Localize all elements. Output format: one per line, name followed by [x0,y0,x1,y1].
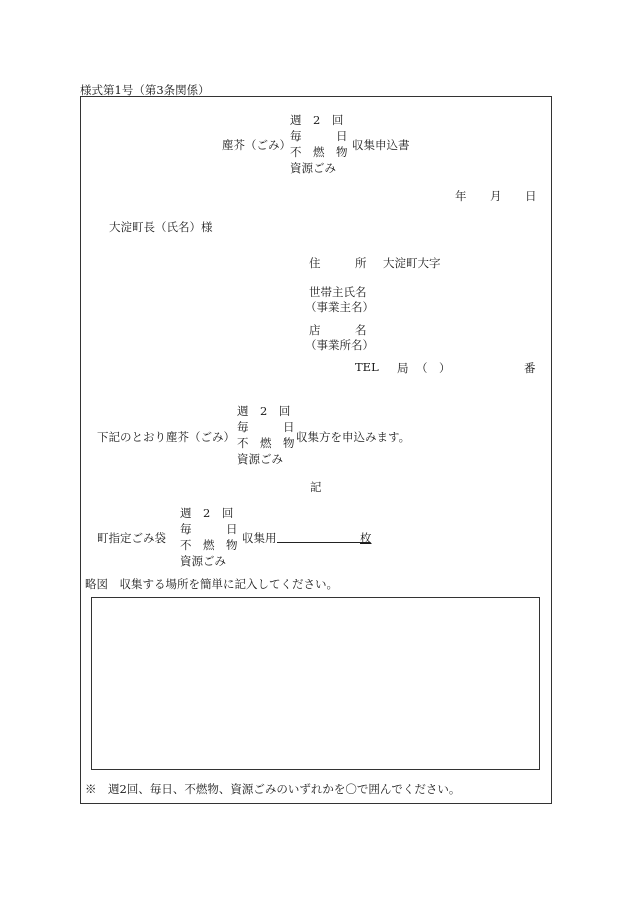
request-option-daily: 毎 日 [237,420,295,434]
title-option-daily: 毎 日 [290,129,348,143]
map-drawing-area[interactable] [91,597,540,770]
ki-heading: 記 [310,480,322,494]
addressee: 大淀町長（氏名）様 [109,220,213,234]
request-suffix: 収集方を申込みます。 [296,430,411,444]
title-option-recyclable: 資源ごみ [290,161,336,175]
request-options [237,403,295,467]
bags-options [180,505,238,569]
title-options [290,112,348,176]
map-note: 略図 収集する場所を簡単に記入してください。 [85,577,338,591]
request-option-nonburnable: 不 燃 物 [237,436,295,450]
bags-option-daily: 毎 日 [180,522,238,536]
date-day: 日 [525,189,537,203]
tel-office: 局 [397,361,409,375]
tel-label: TEL [355,360,379,374]
shop-label: 店 名 [309,323,367,337]
bags-label: 町指定ごみ袋 [97,531,166,545]
bags-option-recyclable: 資源ごみ [180,554,226,568]
request-prefix: 下記のとおり塵芥（ごみ） [97,430,235,444]
title-prefix: 塵芥（ごみ） [222,138,291,152]
title-suffix: 収集申込書 [352,138,410,152]
footnote: ※ 週2回、毎日、不燃物、資源ごみのいずれかを〇で囲んでください。 [85,782,461,796]
request-option-weekly: 週 2 回 [237,404,291,418]
tel-number-suffix: 番 [524,361,536,375]
shop-sub-label: （事業所名） [305,338,374,352]
bags-option-nonburnable: 不 燃 物 [180,538,238,552]
bags-unit: 枚 [360,531,372,545]
date-year: 年 [455,189,467,203]
household-label: 世帯主氏名 [309,285,367,299]
request-option-recyclable: 資源ごみ [237,452,283,466]
date-month: 月 [490,189,502,203]
form-number-label: 様式第1号（第3条関係） [80,83,210,97]
tel-paren: （ ） [416,361,451,375]
bags-option-weekly: 週 2 回 [180,506,234,520]
household-sub-label: （事業主名） [305,300,374,314]
address-value: 大淀町大字 [383,256,441,270]
title-option-nonburnable: 不 燃 物 [290,145,348,159]
address-label: 住 所 [309,256,367,270]
bags-collect-label: 収集用 [242,531,277,545]
bags-quantity-blank[interactable] [277,542,370,543]
title-option-weekly: 週 2 回 [290,113,344,127]
